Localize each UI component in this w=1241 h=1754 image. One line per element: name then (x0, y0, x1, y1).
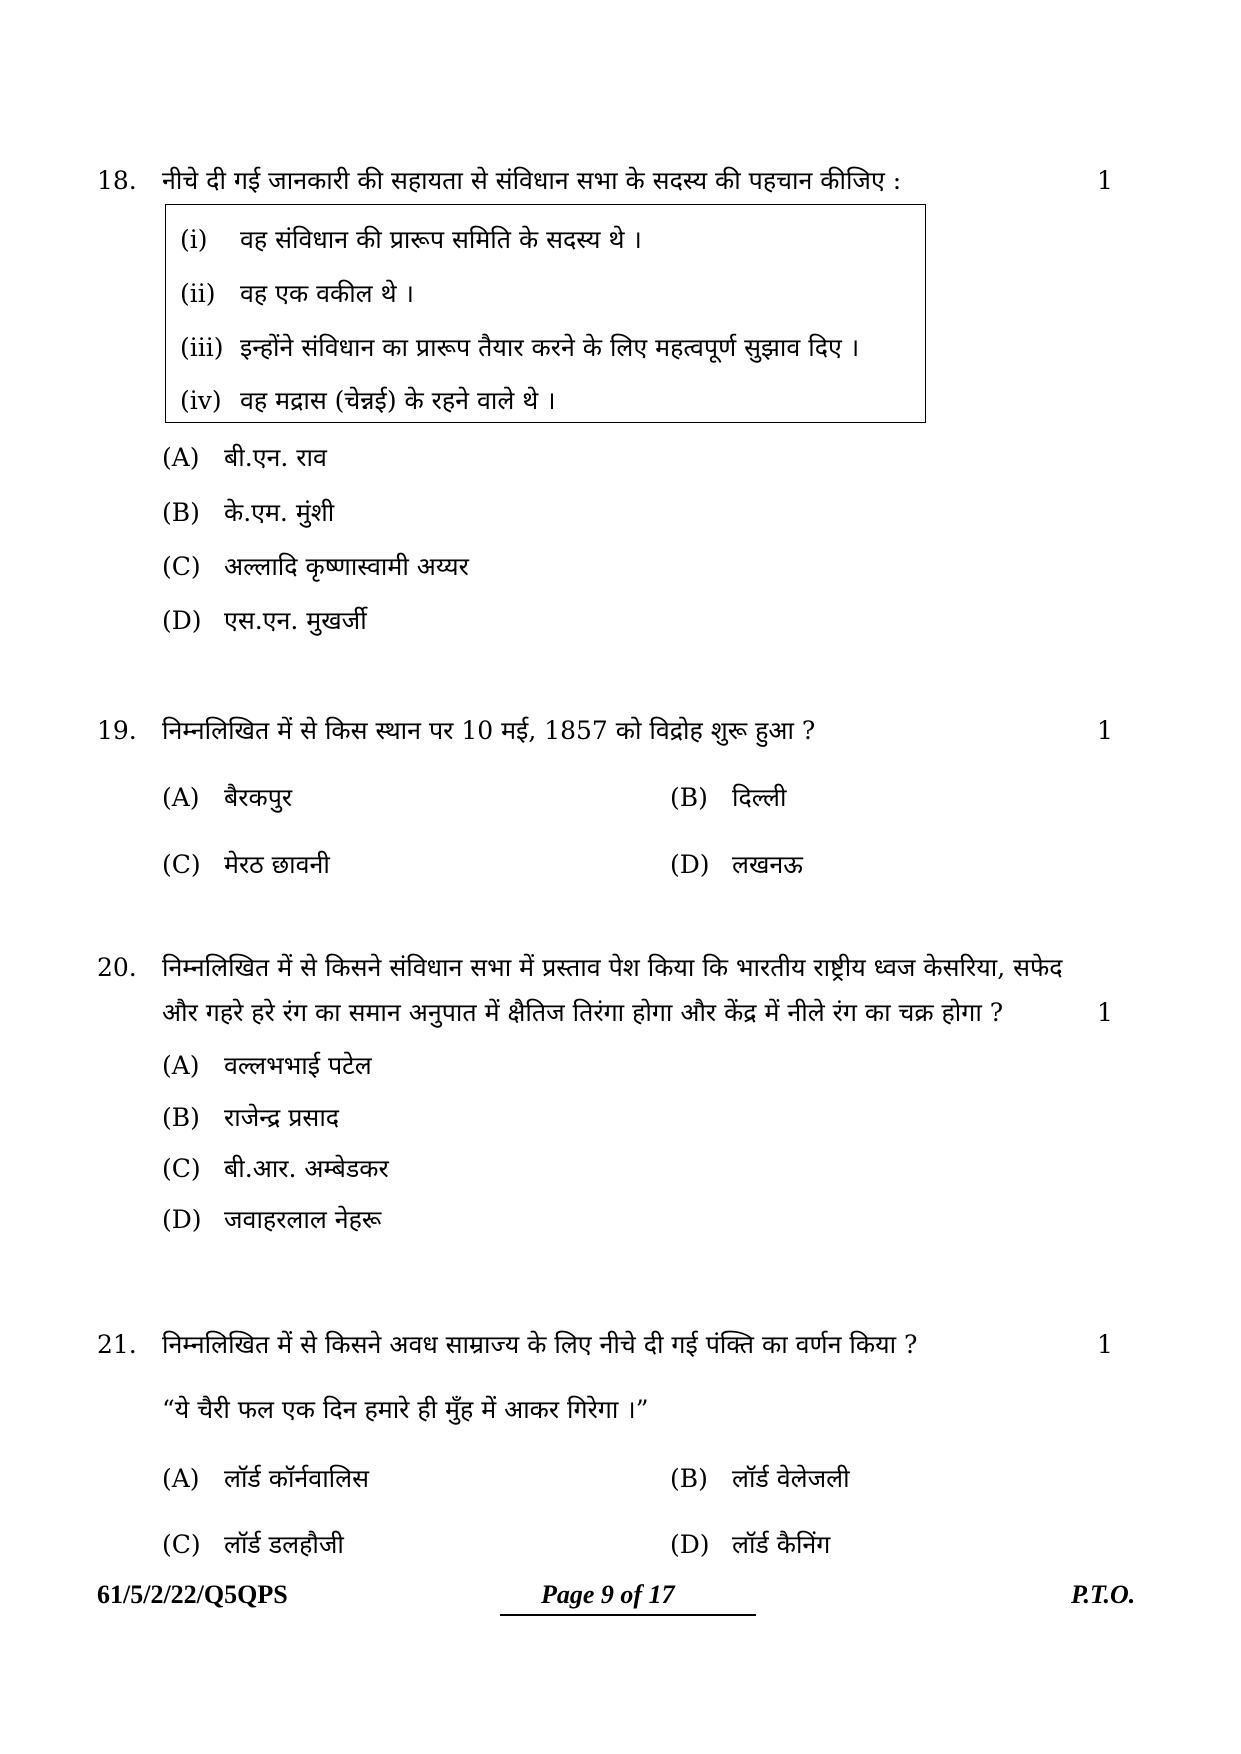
info-item-text: वह एक वकील थे । (240, 279, 414, 308)
question-21-quote: “ये चैरी फल एक दिन हमारे ही मुँह में आकर गिरेगा ।” (162, 1395, 649, 1424)
option-text: लखनऊ (732, 850, 803, 879)
option-label: (D) (670, 1530, 710, 1559)
info-item-text: इन्होंने संविधान का प्रारूप तैयार करने के लिए महत्वपूर्ण सुझाव दिए । (240, 333, 860, 362)
option-text: लॉर्ड डलहौजी (224, 1530, 344, 1559)
option-label: (B) (162, 498, 200, 527)
option-text: दिल्ली (732, 783, 787, 812)
option-text: बैरकपुर (224, 783, 293, 812)
option-text: बी.आर. अम्बेडकर (224, 1154, 389, 1183)
option-label: (C) (162, 1530, 201, 1559)
question-20-text-line1: निम्नलिखित में से किसने संविधान सभा में प्रस्ताव पेश किया कि भारतीय राष्ट्रीय ध्वज केसरिया, सफेद (162, 953, 1063, 982)
option-text: एस.एन. मुखर्जी (224, 606, 367, 635)
page-number: Page 9 of 17 (541, 1580, 675, 1609)
option-text: जवाहरलाल नेहरू (224, 1205, 382, 1234)
info-item-text: वह मद्रास (चेन्नई) के रहने वाले थे । (240, 386, 556, 415)
question-19-marks: 1 (1097, 716, 1113, 745)
question-18-text: नीचे दी गई जानकारी की सहायता से संविधान सभा के सदस्य की पहचान कीजिए : (162, 166, 902, 195)
question-18-number: 18. (97, 166, 137, 195)
pto-label: P.T.O. (1071, 1580, 1136, 1609)
option-text: के.एम. मुंशी (224, 498, 335, 527)
option-label: (D) (670, 850, 710, 879)
question-18-marks: 1 (1097, 166, 1113, 195)
option-label: (D) (162, 1205, 202, 1234)
option-label: (A) (162, 443, 200, 472)
option-text: बी.एन. राव (224, 443, 327, 472)
option-label: (B) (670, 1464, 708, 1493)
question-21-number: 21. (97, 1330, 137, 1359)
option-text: अल्लादि कृष्णास्वामी अय्यर (224, 552, 469, 581)
question-21-marks: 1 (1097, 1330, 1113, 1359)
question-20-number: 20. (97, 953, 137, 982)
question-19-text: निम्नलिखित में से किस स्थान पर 10 मई, 1857 को विद्रोह शुरू हुआ ? (162, 716, 816, 745)
info-item-label: (ii) (180, 279, 216, 308)
info-item-label: (i) (180, 225, 208, 254)
option-label: (A) (162, 783, 200, 812)
info-item-label: (iii) (180, 333, 224, 362)
paper-code: 61/5/2/22/Q5QPS (97, 1580, 288, 1609)
option-label: (B) (162, 1103, 200, 1132)
option-label: (A) (162, 1051, 200, 1080)
option-text: वल्लभभाई पटेल (224, 1051, 372, 1080)
info-item-label: (iv) (180, 386, 222, 415)
option-label: (C) (162, 850, 201, 879)
option-label: (B) (670, 783, 708, 812)
info-item-text: वह संविधान की प्रारूप समिति के सदस्य थे । (240, 225, 642, 254)
option-text: लॉर्ड वेलेजली (732, 1464, 850, 1493)
option-label: (C) (162, 1154, 201, 1183)
option-label: (C) (162, 552, 201, 581)
option-text: लॉर्ड कैनिंग (732, 1530, 831, 1559)
option-text: राजेन्द्र प्रसाद (224, 1103, 340, 1132)
question-21-text: निम्नलिखित में से किसने अवध साम्राज्य के लिए नीचे दी गई पंक्ति का वर्णन किया ? (162, 1330, 918, 1359)
page-number-underline (500, 1614, 756, 1616)
question-20-marks: 1 (1097, 998, 1113, 1027)
option-label: (A) (162, 1464, 200, 1493)
option-label: (D) (162, 606, 202, 635)
question-19-number: 19. (97, 716, 137, 745)
option-text: लॉर्ड कॉर्नवालिस (224, 1464, 369, 1493)
option-text: मेरठ छावनी (224, 850, 330, 879)
question-20-text-line2: और गहरे हरे रंग का समान अनुपात में क्षैतिज तिरंगा होगा और केंद्र में नीले रंग का चक्र होगा ? (162, 998, 1004, 1027)
